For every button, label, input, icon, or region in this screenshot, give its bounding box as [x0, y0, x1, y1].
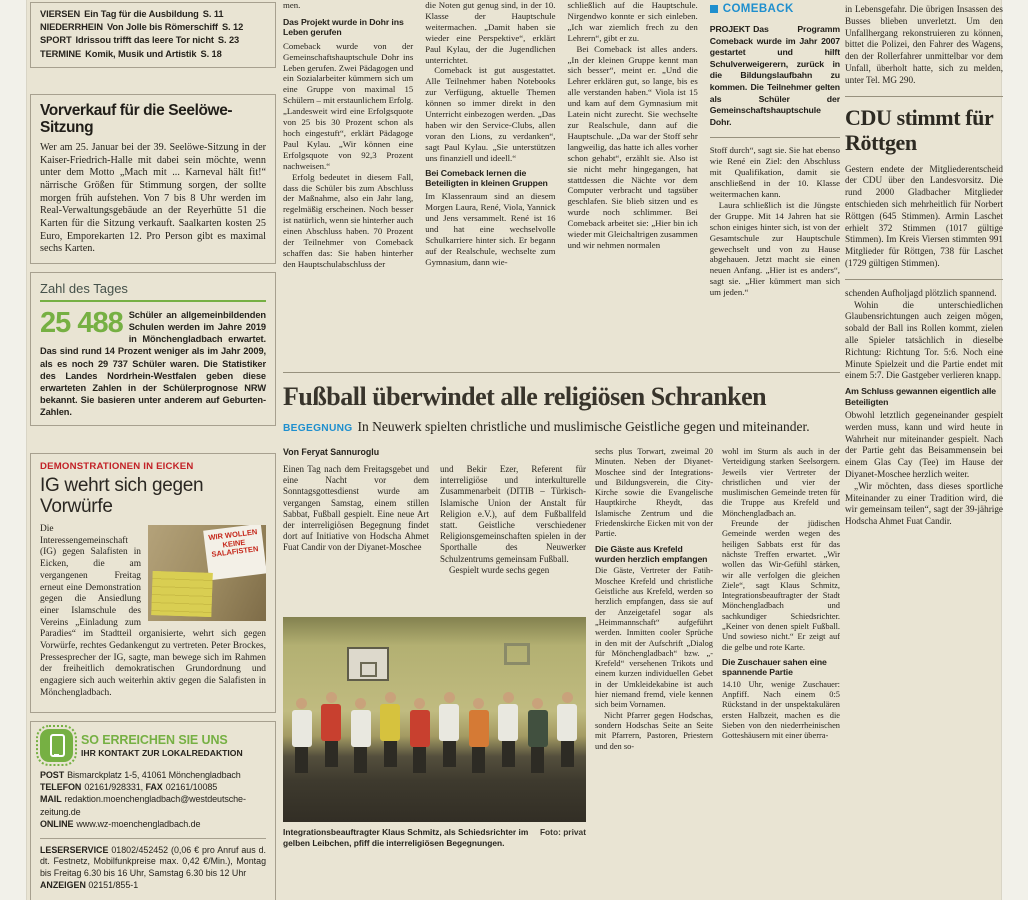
comeback-col-2 — [425, 0, 555, 372]
zahl-body — [40, 309, 266, 418]
divider-rule — [845, 279, 1003, 280]
green-rule — [40, 300, 266, 302]
index-item — [40, 21, 266, 34]
fax-value: 02161/10085 — [165, 781, 218, 792]
kontakt-post-line — [40, 769, 266, 781]
scan-margin-left — [0, 0, 27, 900]
post-label: POST — [40, 769, 65, 780]
index-text: Idrissou trifft das leere Tor nicht — [75, 35, 214, 46]
paragraph: schenden Aufholjagd plötzlich spannend. — [845, 287, 997, 298]
index-label: NIEDERRHEIN — [40, 22, 103, 33]
index-text: Ein Tag für die Ausbildung — [84, 9, 199, 19]
football-col-a — [283, 464, 429, 614]
paragraph: Gespielt wurde sechs gegen — [449, 564, 550, 575]
vorverkauf-box — [30, 94, 276, 264]
anzeigen-value: 02151/855-1 — [88, 879, 139, 890]
anzeigen-line — [40, 880, 266, 892]
paragraph: die Noten gut genug sind, in der 10. Klasse der Hauptschule weitermachen. „Damit haben sie wieder eine Perspektive“, erklärt Paul Kylau, der die Jugendlichen unterrichtet. — [425, 0, 556, 65]
football-subhead-spectators: Die Zuschauer sahen eine spannende Partie — [722, 656, 827, 678]
basketball-backboard — [347, 647, 389, 681]
paragraph: Obwohl letztlich gegeneinander gespielt werden muss, kann und wird heute in Wahrheit nur miteinander gespielt. Nach der Partie geht das Beisammensein bei einem Glas Cay (Tee) im Hause der Diyanet-Moschee herzlich weiter. — [845, 409, 1003, 479]
player-figure — [496, 692, 520, 782]
football-col-b — [440, 464, 586, 614]
paragraph: Einen Tag nach dem Freitagsgebet und eine Nacht vor dem Sonntagsgottesdienst wurde am vergangen Samstag, einem stillen Sabbat, Fußball gespielt. Eine neue Art der interreligiösen Begegnung findet dort auf Initiative von Hodscha Ahmet Fuat Candir von der Diyanet-Moschee — [283, 464, 429, 553]
kontakt-header — [40, 729, 266, 762]
zahl-text: Schüler an allgemeinbildenden Schulen werden im Jahre 2019 in Mönchengladbach erwartet. Das sind rund 14 Prozent weniger als im Jahr 2009, als es noch 29 737 Schüler waren. Die Statistiker des Landes Nordrhein-Westfalen geben diese erwarteten Zahlen in der Schülerprognose NRW bekannt. Sie basieren unter anderem auf Geburten-Zahlen. — [40, 310, 266, 417]
infobox-text — [710, 24, 840, 128]
player-figure — [408, 698, 432, 782]
football-left-block — [283, 447, 586, 893]
paragraph: Freunde der jüdischen Gemeinde werden wegen des heiligen Sabbats erst für das nächste Treffen erwartet. „Wir wollen das Wir-Gefühl stärken, wir alle verfolgen die gleichen Ziele“, sagt Klaus Schmitz, Integrationsbeauftragter der Stadt Mönchengladbach und sachkundiger Schiedsrichter. „Keiner von denen spielt Fußball. Und sowieso nicht.“ Er zeigt auf die gelbe und rote Karte. — [722, 519, 840, 652]
demo-text: Die Interessengemeinschaft (IG) gegen Salafisten in Eicken, die am vergangenen Freitag erneut eine Demonstration gegen die Ansiedlung einer Islamschule des Vereins „Einladung zum Paradies“ im Stadtteil organisierte, wehrt sich gegen Vorwürfe, rechtes Gedankengut zu vertreten. Peter Brockes, Pressesprecher der IG, sagte, man bewege sich im Rahmen der freiheitlich demokratischen Grundordnung und engagiere sich auch weiterhin aktiv gegen die Salafisten in Mönchengladbach. — [40, 523, 266, 698]
demo-body — [40, 524, 266, 700]
zahl-des-tages-box — [30, 272, 276, 426]
comeback-subhead-1: Das Projekt wurde in Dohr ins Leben gerufen — [283, 16, 404, 38]
infobox-label: PROJEKT — [709, 24, 751, 34]
paragraph: Die Gäste, Vertreter der Fatih-Moschee Krefeld und christliche Geistliche aus Krefeld, werden so herzlich empfangen, dass sie auf der Anzeigetafel sogar als „Heimmannschaft“ aufgeführt werden. Inmitten cooler Sprüche in den mit der Aufschrift „Dialog für Mönchengladbach“ bzw. „-Krefeld“ versehenen Trikots und einem kurzen individuellen Gebet in der Umkleidekabine ist auch hier niemand fremd, viele kennen sich beim Vornamen. — [595, 566, 713, 710]
paragraph: men. — [283, 0, 301, 10]
leserservice-value: 01802/452452 (0,06 € pro Anruf aus d. dt. Festnetz, Mobilfunkpreise max. 0,42 €/Min.), Montag bis Freitag 6.30 bis 16 Uhr, Samstag 6.30 bis 12 Uhr — [40, 844, 266, 879]
comeback-article — [283, 0, 840, 373]
protest-sign-white: WIR WOLLEN KEINE SALAFISTEN — [203, 525, 266, 580]
paragraph: 14.10 Uhr, wenige Zuschauer: Anpfiff. Nach einem 0:5 Rückstand in der unspektakulären ersten Halbzeit, machen es die Sieben von den niederrheinischen Gotteshäusern mit einer überra- — [722, 679, 840, 741]
football-kicker-label: BEGEGNUNG — [283, 423, 353, 434]
protest-photo — [148, 525, 266, 621]
comeback-subhead-2: Bei Comeback lernen die Beteiligten in kleinen Gruppen — [425, 167, 548, 188]
leserservice-line — [40, 845, 266, 880]
leserservice-label: LESERSERVICE — [40, 844, 109, 855]
player-figure — [526, 698, 550, 782]
football-subhead-guests: Die Gäste aus Krefeld wurden herzlich empfangen — [595, 543, 708, 565]
demo-kicker: DEMONSTRATIONEN IN EICKEN — [40, 460, 194, 472]
mail-value: redaktion.moenchengladbach@westdeutsche-zeitung.de — [40, 794, 246, 817]
kontakt-mail-line — [40, 793, 266, 818]
comeback-col-3 — [568, 0, 698, 372]
index-page-ref: S. 12 — [221, 22, 244, 33]
online-label: ONLINE — [40, 819, 74, 830]
player-figure — [467, 698, 491, 782]
mail-label: MAIL — [40, 794, 62, 805]
paragraph: Comeback ist gut ausgestattet. Alle Teilnehmer haben Notebooks zur Verfügung, aktuelle Themen können so immer direkt in den Unterricht einbezogen werden. „Das haben wir den Service-Clubs, allen voran den Lions, zu verdanken“, sagt Paul Kylau. „Sie unterstützen uns finanziell und ideell.“ — [425, 65, 556, 163]
accident-report-text: in Lebensgefahr. Die übrigen Insassen des Busses blieben unverletzt. Um den Unfallhergang rekonstruieren zu können, bittet die Polizei, den Fahrer des Wagens, den der Rollerfahrer unmittelbar vor dem Unfall, überholt hatte, sich zu melden, unter Tel. MG 290. — [845, 4, 1003, 85]
index-box — [30, 2, 276, 68]
football-subhead-winners: Am Schluss gewannen eigentlich alle Beteiligten — [845, 386, 996, 407]
player-figure — [437, 692, 461, 782]
player-figure — [555, 692, 579, 782]
left-rail — [30, 2, 276, 900]
index-label: SPORT — [40, 35, 72, 46]
cdu-body: Gestern endete der Mitgliederentscheid der CDU über den Landesvorsitz. Die rund 2000 Gladbacher Mitglieder entschieden sich mehrheitlich für Norbert Röttgen (645 Stimmen). Armin Laschet erhielt 372 Stimmen (1017 gültige Stimmen). Im Kreis Viersen stimmten 991 Mitglieder für Röttgen, 738 für Laschet (1729 gültigen Stimmen). — [845, 163, 1003, 268]
kontakt-titles — [81, 733, 243, 758]
photo-caption: Integrationsbeauftragter Klaus Schmitz, als Schiedsrichter im gelben Leibchen, pfiff die interreligiösen Begegnungen. — [283, 827, 529, 848]
fax-label: FAX — [145, 781, 163, 792]
mobile-phone-icon — [40, 729, 73, 762]
football-byline: Von Feryat Sannuroglu — [283, 447, 380, 457]
football-article — [283, 379, 840, 880]
index-item — [40, 48, 266, 61]
paragraph: wohl im Sturm als auch in der Verteidigung starken Seelsorgern. Jeweils vier Vertreter der christlichen und vier der muslimischen Gemeinde treten für die Truppe aus Krefeld und Mönchengladbach an. — [722, 447, 840, 518]
index-page-ref: S. 23 — [217, 35, 240, 46]
cdu-headline: CDU stimmt für Röttgen — [845, 104, 993, 155]
index-page-ref: S. 18 — [200, 48, 222, 59]
player-figure — [349, 698, 373, 782]
zahl-header: Zahl des Tages — [40, 281, 128, 297]
divider-rule — [845, 96, 1003, 97]
infobox-title: COMEBACK — [722, 3, 794, 15]
paragraph: Im Klassenraum sind an diesem Morgen Laura, René, Viola, Yannick und Jens versammelt. René ist 16 und hat eine wechselvolle Schulkarriere hinter sich. Er begann auf der Realschule, wechselte zum Gymnasium, dann wie- — [425, 191, 556, 267]
demo-headline: IG wehrt sich gegen Vorwürfe — [40, 474, 204, 517]
online-value: www.wz-moenchengladbach.de — [76, 819, 201, 830]
index-text: Von Jolle bis Römerschiff — [106, 22, 218, 33]
index-label: TERMINE — [40, 48, 82, 59]
paragraph: Erfolg bedeutet in diesem Fall, dass die Schüler bis zum Abschluss der Maßnahme, also ein Jahr lang, regelmäßig erscheinen. Noch besser ist natürlich, wenn sie hinterher auch einen Abschluss haben. 70 Prozent der Teilnehmer von Comeback schaffen das: Sie haben hinterher den Hauptschulabschluss der — [283, 171, 414, 269]
index-page-ref: S. 11 — [202, 9, 224, 19]
player-row — [287, 688, 582, 782]
index-item — [40, 34, 266, 47]
vorverkauf-body: Wer am 25. Januar bei der 39. Seelöwe-Sitzung in der Kaiser-Friedrich-Halle mit dabei sein möchte, wenn unter dem Motto „Mach mit ... Karneval hält fit!“ närrische Größen für Stimmung sorgen, der sollte morgen früh aufstehen. Von 7 bis 8 Uhr werden im Real-Verwaltungsgebäude an der Reyerhütte 51 die Karten für die Sitzung verkauft. Saalkarten kosten 25 Euro, Emporekarten 12. Pro Person gibt es maximal sechs Karten. — [40, 141, 266, 255]
scan-margin-right — [1001, 0, 1028, 900]
photo-credit: Foto: privat — [539, 827, 586, 837]
kontakt-subtitle: IHR KONTAKT ZUR LOKALREDAKTION — [81, 747, 243, 758]
paragraph: Laura schließlich ist die Jüngste der Gruppe. Mit 14 Jahren hat sie schon einiges hinter sich, ist von der Gesamtschule zur Hauptschule gewechselt und von zu Hause abgehauen. Jetzt macht sie einen neuen Anfang. „Hier ist es anders“, sagt sie. „Hier kümmert man sich um jeden.“ — [709, 199, 840, 298]
comeback-col-4 — [710, 0, 840, 372]
divider-rule — [40, 838, 266, 839]
football-kicker-text: In Neuwerk spielten christliche und muslimische Geistliche gegen und miteinander. — [357, 419, 810, 434]
telefon-label: TELEFON — [40, 781, 82, 792]
comeback-infobox — [710, 0, 840, 138]
vorverkauf-title: Vorverkauf für die Seelöwe-Sitzung — [40, 101, 233, 136]
post-value: Bismarckplatz 1-5, 41061 Mönchengladbach — [67, 769, 241, 780]
player-figure — [290, 698, 314, 782]
paragraph: sechs plus Torwart, zweimal 20 Minuten. Neben der Diyanet-Moschee sind der Integrations- und Bildungsverein, die City-Kirche sowie die Evangelische Hauptkirche Rheydt, das Islamische Zentrum und die Friedenskirche Eicken mit von der Partie. — [595, 447, 713, 539]
index-label: VIERSEN — [40, 9, 81, 19]
paragraph: Wohin die unterschiedlichen Glaubensrichtungen auch zeigen mögen, sobald der Ball ins Rollen kommt, zielen alle Spieler tatsächlich in dieselbe Richtung: Richtung Tor. 5:6. Noch eine Minute Spielzeit und die Partie endet mit einem 5:7. Die Gastgeber verlieren knapp. — [845, 299, 1003, 381]
football-col-d — [722, 447, 840, 893]
paragraph: „Wir möchten, dass dieses sportliche Miteinander zu einer Tradition wird, die wir gemeinsam teilen“, sagt der 39-jährige Hodscha Ahmet Fuat Candir. — [845, 480, 1003, 527]
kontakt-online-line — [40, 818, 266, 830]
paragraph: Comeback wurde von der Gemeinschaftshauptschule Dohr ins Leben gerufen. Zwei Pädagogen und ein Sozialarbeiter kümmern sich um eine Gruppe von maximal 15 Schülern – mit erstaunlichem Erfolg. „Landesweit wird eine Erfolgsquote von 25 bis 30 Prozent schon als hoch eingestuft“, erklärt Pädagoge Paul Kylau. „Wir können eine Erfolgsquote von 92,3 Prozent nachweisen.“ — [283, 40, 414, 171]
square-bullet-icon — [710, 5, 718, 13]
anzeigen-label: ANZEIGEN — [40, 879, 86, 890]
kontakt-telefon-line — [40, 781, 266, 793]
wall-marking — [504, 643, 530, 665]
football-body — [283, 447, 840, 893]
player-figure — [319, 692, 343, 782]
comeback-col-1 — [283, 0, 413, 372]
football-col-c — [595, 447, 713, 893]
referee-figure — [378, 692, 402, 782]
paragraph: schließlich auf die Hauptschule. Nirgendwo konnte er sich einleben. „Ich war ziemlich frech zu den Lehrern“, gibt er zu. — [567, 0, 698, 43]
index-text: Komik, Musik und Artistik — [85, 48, 197, 59]
photo-caption-row — [283, 827, 586, 848]
infobox-body: Das Programm Comeback wurde im Jahr 2007 gestartet und hilft Schulverweigerern, zurück in die Bildungslaufbahn zu kommen. Die Teilnehmer gelten als Schüler der Gemeinschaftshauptschule Dohr. — [709, 24, 840, 127]
demonstration-box — [30, 453, 276, 713]
paragraph: Nicht Pfarrer gegen Hodschas, sondern Hodschas Seite an Seite mit Pfarrern, Pastoren, Priestern und den so- — [595, 710, 713, 751]
football-headline: Fußball überwindet alle religiösen Schranken — [283, 382, 767, 411]
paragraph: und Bekir Ezer, Referent für interreligiöse und interkulturelle Zusammenarbeit (DITIB – Türkisch-Islamische Union der Anstalt für Religion e.V.), auf dem Fußballfeld statt. Geistliche verschiedener Religionsgemeinschaften spielen in der Sporthalle des Neuwerker Schulzentrums gemeinsam Fußball. — [440, 464, 586, 564]
football-intro-columns — [283, 464, 586, 614]
right-rail — [845, 4, 1003, 528]
match-photo — [283, 617, 586, 822]
paragraph: Bei Comeback ist alles anders. „In der kleinen Gruppe kennt man sich besser“, meint er. „Und die Lehrer erklären gut, so lange, bis es alle verstanden haben.“ Viola ist 15 und kam auf dem Gymnasium mit Latein nicht zurecht. Sie wechselte zur Realschule, dann auf die Hauptschule. „Da war der Stoff sehr langweilig, das hatte ich alles vorher schon gehabt“, erzählt sie. Also ist sie nicht mehr hingegangen, hat stattdessen die Nächte vor dem Computer verbracht und tagsüber geschlafen. Sie blieb sitzen und es wurde noch schlimmer. Bei Comeback arbeitet sie: „Hier bin ich wieder mit Gleichaltrigen zusammen und wir nehmen normalen — [567, 43, 698, 250]
football-kicker — [283, 419, 840, 437]
protest-sign-yellow — [151, 571, 212, 617]
infobox-header — [710, 3, 840, 15]
number-of-the-day: 25 488 — [40, 307, 123, 340]
kontakt-title: SO ERREICHEN SIE UNS — [81, 732, 228, 747]
paragraph: Stoff durch“, sagt sie. Sie hat ebenso wie René ein Ziel: den Abschluss mit Qualifikation, damit sie anschließend in der 10. Klasse weitermachen kann. — [709, 145, 840, 199]
telefon-value: 02161/928331, — [84, 781, 144, 792]
kontakt-box — [30, 721, 276, 900]
index-item — [40, 8, 266, 21]
